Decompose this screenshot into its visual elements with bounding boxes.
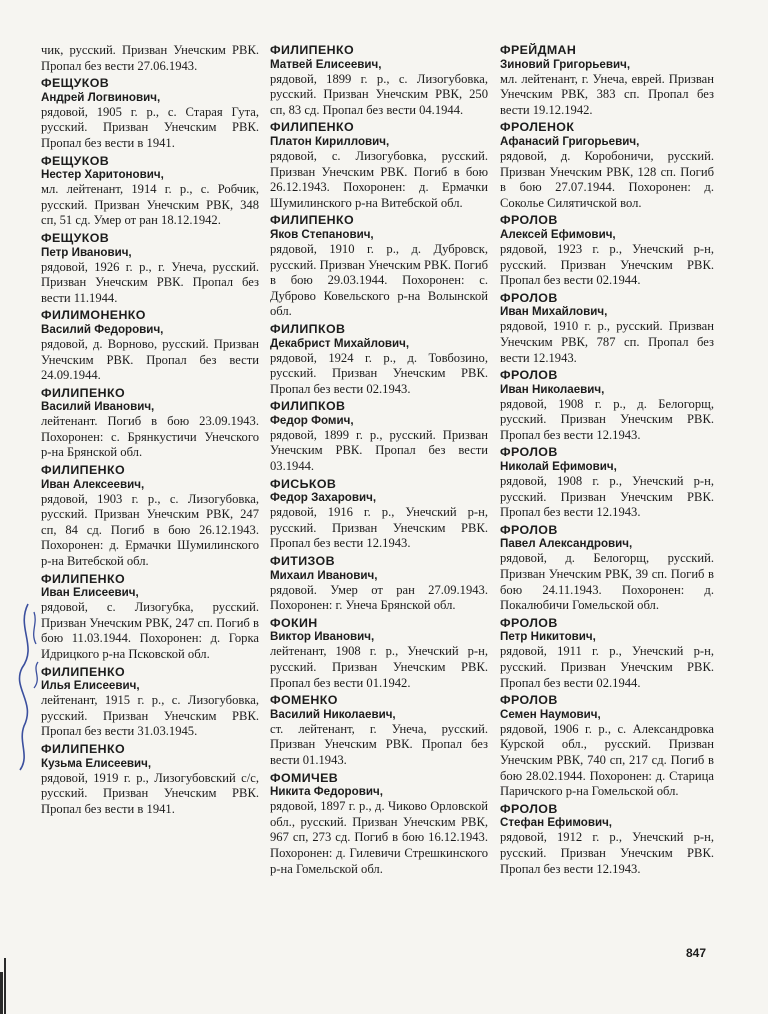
person-entry (500, 802, 714, 877)
entry-surname: ФЕЩУКОВ (41, 76, 110, 91)
entry-given-name: Федор Захарович, (270, 491, 377, 505)
entry-surname: ФОМЕНКО (270, 693, 338, 708)
person-entry (270, 43, 488, 118)
person-entry (41, 463, 259, 570)
entry-details: лейтенант, 1915 г. р., с. Лизогубовка, русский. Призван Унечским РВК. Пропал без вести 31.03.1945. (41, 693, 259, 739)
entry-surname: ФИЛИПКОВ (270, 321, 346, 336)
entry-given-name: Виктор Иванович, (270, 630, 375, 644)
entry-surname: ФРОЛОВ (500, 693, 558, 708)
entry-details: рядовой, д. Белогорщ, русский. Призван Унечским РВК, 39 сп. Погиб в бою 24.11.1943. Похоронен: д. Покалюбичи Гомельской обл. (500, 551, 714, 613)
entry-surname: ФИЛИПЕНКО (41, 741, 125, 756)
entry-details: рядовой, 1899 г. р., с. Лизогубовка, русский. Призван Унечским РВК, 250 сп, 83 сд. Пропал без вести 04.1944. (270, 71, 488, 117)
entry-surname: ФРОЛОВ (500, 445, 558, 460)
entry-given-name: Василий Николаевич, (270, 707, 396, 721)
person-entry (500, 213, 714, 288)
entries-list (500, 43, 714, 877)
person-entry (270, 213, 488, 320)
entry-surname: ФОКИН (270, 615, 318, 630)
entry-details: рядовой, 1899 г. р., русский. Призван Унечским РВК. Пропал без вести 03.1944. (270, 427, 488, 474)
entry-surname: ФИЛИПКОВ (270, 399, 346, 414)
entry-surname: ФЕЩУКОВ (41, 230, 110, 245)
entry-given-name: Иван Елисеевич, (41, 586, 139, 600)
entry-given-name: Илья Елисеевич, (41, 679, 140, 693)
entry-given-name: Иван Николаевич, (500, 382, 605, 396)
entry-surname: ФИСЬКОВ (270, 476, 337, 491)
page-number: 847 (686, 946, 707, 960)
entry-given-name: Яков Степанович, (270, 227, 374, 241)
person-entry (41, 154, 259, 229)
entry-given-name: Николай Ефимович, (500, 460, 617, 474)
entry-given-name: Стефан Ефимович, (500, 816, 613, 830)
entry-details: рядовой, 1912 г. р., Унечский р-н, русский. Призван Унечским РВК. Пропал без вести 12.1943. (500, 830, 714, 876)
person-entry (270, 120, 488, 211)
entry-surname: ФИЛИПЕНКО (41, 664, 125, 679)
entry-surname: ФИЛИПЕНКО (41, 463, 125, 478)
person-entry (500, 291, 714, 366)
person-entry (270, 399, 488, 474)
person-entry (500, 693, 714, 800)
entry-given-name: Кузьма Елисеевич, (41, 756, 152, 770)
entry-given-name: Зиновий Григорьевич, (500, 57, 631, 71)
entry-surname: ФРОЛОВ (500, 290, 558, 305)
column-3 (500, 43, 714, 879)
entry-details: лейтенант. Погиб в бою 23.09.1943. Похоронен: с. Брянкустичи Унечского р-на Брянской обл. (41, 414, 259, 460)
column-2 (270, 43, 488, 879)
person-entry (270, 616, 488, 691)
entry-surname: ФРОЛЕНОК (500, 120, 575, 135)
entry-surname: ФИЛИПЕНКО (41, 571, 125, 586)
scan-edge-mark (0, 972, 3, 1014)
entry-details: рядовой, 1910 г. р., русский. Призван Унечским РВК, 787 сп. Пропал без вести 12.1943. (500, 319, 714, 365)
person-entry (500, 616, 714, 691)
person-entry (500, 523, 714, 614)
entry-details: рядовой, 1908 г. р., Унечский р-н, русский. Призван Унечским РВК. Пропал без вести 12.1943. (500, 474, 714, 520)
person-entry (41, 572, 259, 663)
entry-given-name: Декабрист Михайлович, (270, 336, 410, 350)
entries-list (270, 43, 488, 877)
entry-surname: ФИЛИПЕНКО (270, 120, 354, 135)
entry-details: мл. лейтенант, г. Унеча, еврей. Призван Унечским РВК, 383 сп. Пропал без вести 19.12.1942. (500, 71, 714, 117)
scan-edge-mark (4, 958, 6, 1014)
column-1 (41, 43, 259, 819)
entry-surname: ФРОЛОВ (500, 615, 558, 630)
entry-details: рядовой, 1905 г. р., с. Старая Гута, русский. Призван Унечским РВК. Пропал без вести в 1941. (41, 104, 259, 150)
person-entry (500, 368, 714, 443)
entry-surname: ФИЛИПЕНКО (41, 385, 125, 400)
entry-details: рядовой, 1919 г. р., Лизогубовский с/с, русский. Призван Унечским РВК. Пропал без вести в 1941. (41, 770, 259, 816)
entry-given-name: Павел Александрович, (500, 537, 633, 551)
person-entry (500, 43, 714, 118)
person-entry (500, 445, 714, 520)
person-entry (41, 76, 259, 151)
person-entry (500, 120, 714, 211)
person-entry (41, 308, 259, 383)
entry-details: рядовой, 1924 г. р., д. Товбозино, русский. Призван Унечским РВК. Пропал без вести 02.1943. (270, 350, 488, 396)
person-entry (41, 386, 259, 461)
entry-given-name: Никита Федорович, (270, 785, 383, 799)
entry-given-name: Михаил Иванович, (270, 568, 378, 582)
entry-details: рядовой, 1908 г. р., д. Белогорщ, русский. Призван Унечским РВК. Пропал без вести 12.1943. (500, 396, 714, 442)
entry-given-name: Семен Наумович, (500, 707, 601, 721)
entry-surname: ФРОЛОВ (500, 522, 558, 537)
entry-given-name: Василий Иванович, (41, 400, 155, 414)
entry-surname: ФИЛИПЕНКО (270, 43, 354, 57)
entry-surname: ФРОЛОВ (500, 801, 558, 816)
person-entry (41, 231, 259, 306)
entry-details: рядовой, 1910 г. р., д. Дубровск, русский. Призван Унечским РВК. Погиб в бою 29.03.1944. Похоронен: с. Дуброво Ковельского р-на Волынской обл. (270, 241, 488, 319)
person-entry (270, 771, 488, 878)
entry-surname: ФРЕЙДМАН (500, 43, 577, 57)
handwritten-margin-note (8, 598, 48, 774)
entry-details: рядовой, д. Коробоничи, русский. Призван Унечским РВК, 128 сп. Погиб в бою 27.07.1944. Похоронен: д. Сокольe Силятичской вол. (500, 148, 714, 210)
entry-details: лейтенант, 1908 г. р., Унечский р-н, русский. Призван Унечским РВК. Пропал без вести 01.1942. (270, 644, 488, 690)
entry-details: рядовой, 1916 г. р., Унечский р-н, русский. Призван Унечским РВК. Пропал без вести 12.1943. (270, 505, 488, 551)
entry-surname: ФРОЛОВ (500, 213, 558, 228)
entry-details: рядовой, 1911 г. р., Унечский р-н, русский. Призван Унечским РВК. Пропал без вести 02.1944. (500, 644, 714, 690)
person-entry (270, 693, 488, 768)
entry-given-name: Василий Федорович, (41, 322, 164, 336)
entry-given-name: Андрей Логвинович, (41, 90, 161, 104)
entries-list (41, 76, 259, 817)
person-entry (270, 322, 488, 397)
entry-details: рядовой. Умер от ран 27.09.1943. Похоронен: г. Унеча Брянской обл. (270, 582, 488, 613)
entry-surname: ФЕЩУКОВ (41, 153, 110, 168)
person-entry (270, 554, 488, 614)
entry-details: рядовой, д. Ворновo, русский. Призван Унечским РВК. Пропал без вести 24.09.1944. (41, 336, 259, 383)
entry-given-name: Алексей Ефимович, (500, 227, 616, 241)
entry-details: ст. лейтенант, г. Унеча, русский. Призван Унечским РВК. Пропал без вести 01.1943. (270, 721, 488, 767)
entry-given-name: Иван Михайлович, (500, 305, 608, 319)
entry-given-name: Нестер Харитонович, (41, 168, 164, 182)
entry-given-name: Федор Фомич, (270, 413, 354, 427)
entry-given-name: Иван Алексеевич, (41, 477, 145, 491)
continued-entry-text: чик, русский. Призван Унечским РВК. Пропал без вести 27.06.1943. (41, 43, 259, 73)
entry-details: рядовой, 1903 г. р., с. Лизогубовка, русский. Призван Унечским РВК, 247 сп, 84 сд. Погиб в бою 26.12.1943. Похоронен: д. Ермачки Шумилинского р-на Витебской обл. (41, 491, 259, 569)
person-entry (41, 742, 259, 817)
entry-given-name: Матвей Елисеевич, (270, 57, 382, 71)
entry-given-name: Петр Никитович, (500, 630, 596, 644)
entry-details: рядовой, 1897 г. р., д. Чиково Орловской обл., русский. Призван Унечским РВК, 967 сп, 273 сд. Погиб в бою 16.12.1943. Похоронен: д. Гилевичи Стрешкинского р-на Гомельской обл. (270, 799, 488, 876)
entry-given-name: Платон Кириллович, (270, 134, 390, 148)
entry-details: рядовой, 1906 г. р., с. Александровка Курской обл., русский. Призван Унечским РВК, 740 сп, 217 сд. Погиб в бою 28.02.1944. Похоронен: д. Старица Паричского р-на Гомельской обл. (500, 721, 714, 799)
entry-surname: ФРОЛОВ (500, 368, 558, 383)
entry-details: рядовой, 1923 г. р., Унечский р-н, русский. Призван Унечским РВК. Пропал без вести 02.1944. (500, 241, 714, 288)
entry-details: мл. лейтенант, 1914 г. р., с. Робчик, русский. Призван Унечским РВК, 348 сп, 51 сд. Умер от ран 18.12.1942. (41, 182, 259, 228)
entry-surname: ФОМИЧЕВ (270, 770, 339, 785)
person-entry (41, 665, 259, 740)
entry-details: рядовой, с. Лизогубовка, русский. Призван Унечским РВК. Погиб в бою 26.12.1943. Похоронен: д. Ермачки Шумилинского р-на Витебской обл. (270, 148, 488, 210)
entry-details: рядовой, 1926 г. р., г. Унеча, русский. Призван Унечским РВК. Пропал без вести 11.1944. (41, 259, 259, 305)
entry-surname: ФИЛИМОНЕНКО (41, 308, 146, 323)
entry-surname: ФИЛИПЕНКО (270, 213, 354, 228)
entry-given-name: Петр Иванович, (41, 245, 132, 259)
entry-given-name: Афанасий Григорьевич, (500, 134, 640, 148)
entry-details: рядовой, с. Лизогубка, русский. Призван Унечским РВК, 247 сп. Погиб в бою 11.03.1944. Похоронен: д. Горка Идрицкого р-на Псковской обл. (41, 600, 259, 661)
entry-surname: ФИТИЗОВ (270, 554, 335, 569)
person-entry (270, 477, 488, 552)
